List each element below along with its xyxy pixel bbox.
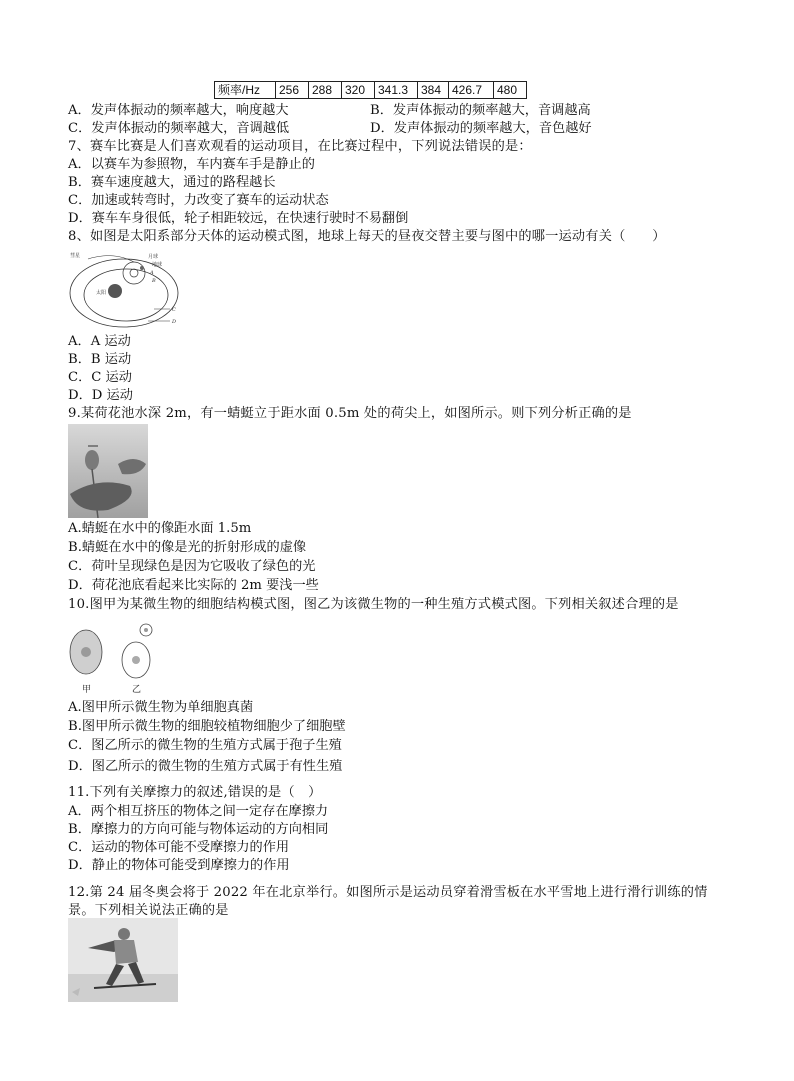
- q7-option-b: B．赛车速度越大，通过的路程越长: [68, 175, 276, 190]
- moon-orbit: [123, 262, 145, 284]
- table-cell: 480: [494, 82, 527, 99]
- skier-photo: [68, 918, 178, 1002]
- lotus-photo: [68, 424, 148, 518]
- lotus-bud: [85, 450, 99, 470]
- moon-dot: [140, 266, 144, 270]
- earth-circle: [130, 269, 138, 277]
- table-cell: 384: [418, 82, 449, 99]
- table-header-cell: 频率/Hz: [215, 82, 276, 99]
- q6-option-d: D．发声体振动的频率越大，音色越好: [370, 121, 592, 136]
- q8-option-d: D．D 运动: [68, 388, 133, 403]
- nucleus-yi: [132, 656, 140, 664]
- earth-label: 地球: [152, 262, 163, 268]
- q8-option-b: B．B 运动: [68, 352, 132, 367]
- table-cell: 288: [309, 82, 342, 99]
- label-yi: 乙: [132, 685, 142, 695]
- q11-stem: 11.下列有关摩擦力的叙述,错误的是（ ）: [68, 785, 322, 800]
- label-a: A: [150, 270, 154, 276]
- q9-option-c: C．荷叶呈现绿色是因为它吸收了绿色的光: [68, 559, 316, 574]
- yeast-cell-diagram: [66, 620, 166, 696]
- q9-option-d: D．荷花池底看起来比实际的 2m 要浅一些: [68, 578, 319, 593]
- q6-option-a: A．发声体振动的频率越大，响度越大: [68, 103, 289, 118]
- table-cell: 341.3: [375, 82, 418, 99]
- q11-option-d: D．静止的物体可能受到摩擦力的作用: [68, 858, 290, 873]
- frequency-table: [214, 81, 527, 99]
- q7-option-a: A．以赛车为参照物，车内赛车手是静止的: [68, 157, 315, 172]
- label-c: C: [172, 307, 176, 313]
- q8-option-c: C．C 运动: [68, 370, 132, 385]
- label-b: B: [152, 278, 156, 284]
- q12-stem-line2: 景。下列相关说法正确的是: [68, 903, 229, 918]
- q10-stem: 10.图甲为某微生物的细胞结构模式图，图乙为该微生物的一种生殖方式模式图。下列相关叙述合理的是: [68, 597, 679, 612]
- snow-ground: [68, 974, 178, 1002]
- comet-path: [88, 256, 134, 262]
- q6-option-b: B．发声体振动的频率越大，音调越高: [370, 103, 591, 118]
- q11-option-a: A．两个相互挤压的物体之间一定存在摩擦力: [68, 804, 329, 819]
- solar-system-diagram: [68, 249, 180, 331]
- table-cell: 426.7: [449, 82, 494, 99]
- q7-stem: 7、赛车比赛是人们喜欢观看的运动项目，在比赛过程中，下列说法错误的是：: [68, 139, 532, 154]
- bud-nucleus: [144, 628, 148, 632]
- q9-option-a: A.蜻蜓在水中的像距水面 1.5m: [68, 521, 252, 536]
- table-cell: 320: [342, 82, 375, 99]
- skier-body: [114, 940, 138, 964]
- q11-option-b: B．摩擦力的方向可能与物体运动的方向相同: [68, 822, 329, 837]
- q10-option-a: A.图甲所示微生物为单细胞真菌: [68, 700, 254, 715]
- nucleus-jia: [81, 647, 91, 657]
- sun-label: 太阳: [96, 290, 107, 296]
- q7-option-d: D．赛车车身很低，轮子相距较远，在快速行驶时不易翻倒: [68, 211, 409, 226]
- label-jia: 甲: [82, 685, 92, 695]
- table-row: [215, 82, 527, 99]
- comet-label: 彗星: [70, 253, 81, 259]
- q12-stem-line1: 12.第 24 届冬奥会将于 2022 年在北京举行。如图所示是运动员穿着滑雪板在水平雪地上进行滑行训练的情: [68, 885, 708, 900]
- q6-option-c: C．发声体振动的频率越大，音调越低: [68, 121, 290, 136]
- q10-option-b: B.图甲所示微生物的细胞较植物细胞少了细胞壁: [68, 719, 346, 734]
- label-d: D: [172, 319, 177, 325]
- q9-option-b: B.蜻蜓在水中的像是光的折射形成的虚像: [68, 540, 307, 555]
- table-cell: 256: [276, 82, 309, 99]
- q10-option-c: C．图乙所示的微生物的生殖方式属于孢子生殖: [68, 738, 342, 753]
- q9-stem: 9.某荷花池水深 2m，有一蜻蜓立于距水面 0.5m 处的荷尖上，如图所示。则下列分析正确的是: [68, 406, 632, 421]
- q8-stem: 8、如图是太阳系部分天体的运动模式图，地球上每天的昼夜交替主要与图中的哪一运动有关（ ）: [68, 229, 666, 244]
- skier-head: [118, 928, 130, 940]
- sun-circle: [108, 284, 122, 298]
- q8-option-a: A．A 运动: [68, 334, 131, 349]
- q7-option-c: C．加速或转弯时，力改变了赛车的运动状态: [68, 193, 329, 208]
- q11-option-c: C．运动的物体可能不受摩擦力的作用: [68, 840, 290, 855]
- moon-label: 月球: [148, 254, 159, 260]
- q10-option-d: D．图乙所示的微生物的生殖方式属于有性生殖: [68, 759, 343, 774]
